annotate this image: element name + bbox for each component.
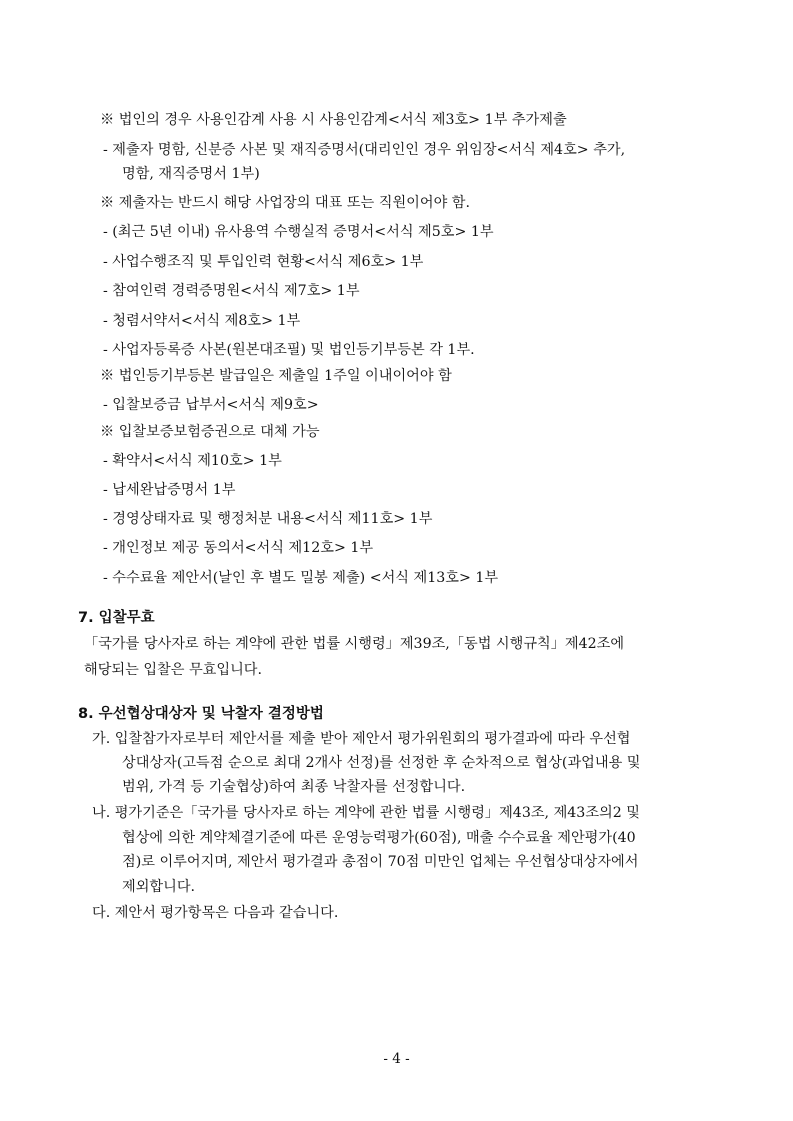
item-tax-certificate: - 납세완납증명서 1부 [103, 482, 236, 498]
item-bid-deposit: - 입찰보증금 납부서<서식 제9호> [103, 397, 319, 413]
note-seal-certificate: ※ 법인의 경우 사용인감계 사용 시 사용인감계<서식 제3호> 1부 추가제출 [100, 112, 567, 128]
section-8-na-line-2: 협상에 의한 계약체결기준에 따른 운영능력평가(60점), 매출 수수료율 제안평가(40 [122, 830, 636, 846]
section-8-ga-line-1: 가. 입찰참가자로부터 제안서를 제출 받아 제안서 평가위원회의 평가결과에 따라 우선협 [92, 731, 631, 747]
section-7-title: 7. 입찰무효 [78, 610, 155, 626]
item-privacy-consent: - 개인정보 제공 동의서<서식 제12호> 1부 [103, 540, 374, 556]
item-organization-status: - 사업수행조직 및 투입인력 현황<서식 제6호> 1부 [103, 254, 424, 270]
note-bid-bond-insurance: ※ 입찰보증보험증권으로 대체 가능 [100, 424, 320, 440]
section-7-paragraph-line-1: 「국가를 당사자로 하는 계약에 관한 법률 시행령」제39조,「동법 시행규칙」제42조에 [84, 636, 625, 652]
section-7-paragraph-line-2: 해당되는 입찰은 무효입니다. [84, 662, 262, 678]
item-fee-proposal: - 수수료율 제안서(날인 후 별도 밀봉 제출) <서식 제13호> 1부 [103, 570, 499, 586]
section-8-ga-line-2: 상대상자(고득점 순으로 최대 2개사 선정)를 선정한 후 순차적으로 협상(과업내용 및 [122, 755, 641, 771]
page-number: - 4 - [383, 1051, 410, 1067]
item-career-certificate: - 참여인력 경력증명원<서식 제7호> 1부 [103, 283, 360, 299]
section-8-title: 8. 우선협상대상자 및 낙찰자 결정방법 [78, 706, 324, 722]
item-business-registration: - 사업자등록증 사본(원본대조필) 및 법인등기부등본 각 1부. [103, 342, 475, 358]
section-8-na-line-3: 점)로 이루어지며, 제안서 평가결과 총점이 70점 미만인 업체는 우선협상대상자에서 [122, 854, 639, 870]
note-registry-issue-date: ※ 법인등기부등본 발급일은 제출일 1주일 이내이어야 함 [100, 368, 452, 384]
section-8-ga-line-3: 범위, 가격 등 기술협상)하여 최종 낙찰자를 선정합니다. [122, 779, 466, 795]
section-8-da-line-1: 다. 제안서 평가항목은 다음과 같습니다. [92, 905, 339, 921]
item-confirmation-letter: - 확약서<서식 제10호> 1부 [103, 453, 282, 469]
item-management-status: - 경영상태자료 및 행정처분 내용<서식 제11호> 1부 [103, 511, 433, 527]
item-performance-certificate: - (최근 5년 이내) 유사용역 수행실적 증명서<서식 제5호> 1부 [103, 224, 494, 240]
note-submitter-qualification: ※ 제출자는 반드시 해당 사업장의 대표 또는 직원이어야 함. [100, 195, 470, 211]
section-8-na-line-4: 제외합니다. [122, 879, 196, 895]
item-submitter-documents-cont: 명함, 재직증명서 1부) [122, 166, 260, 182]
item-submitter-documents: - 제출자 명함, 신분증 사본 및 재직증명서(대리인인 경우 위임장<서식 제4호> 추가, [103, 142, 626, 158]
section-8-na-line-1: 나. 평가기준은「국가를 당사자로 하는 계약에 관한 법률 시행령」제43조, 제43조의2 및 [92, 805, 640, 821]
item-integrity-pledge: - 청렴서약서<서식 제8호> 1부 [103, 313, 301, 329]
